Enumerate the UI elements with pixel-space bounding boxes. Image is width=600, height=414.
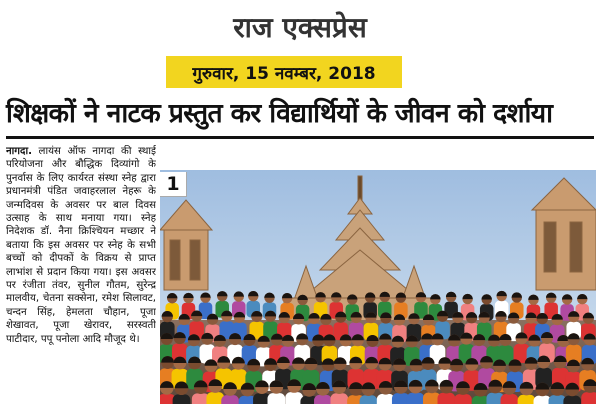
issue-date: गुरुवार, 15 नवम्बर, 2018 — [192, 63, 376, 84]
person-body — [518, 395, 536, 404]
person-body — [563, 396, 581, 404]
person-body — [581, 392, 596, 404]
person-body — [407, 393, 425, 404]
person-body — [454, 394, 472, 404]
newspaper-name: राज एक्सप्रेस — [233, 11, 367, 44]
article-body — [6, 145, 156, 407]
person-body — [173, 394, 191, 404]
headline-divider — [6, 136, 594, 139]
person-body — [438, 393, 456, 404]
person-body — [501, 394, 519, 404]
person-body — [267, 393, 285, 404]
article-headline: शिक्षकों ने नाटक प्रस्तुत कर विद्यार्थियों के जीवन को दर्शाया — [6, 98, 553, 129]
person-body — [330, 393, 348, 404]
photo-number: 1 — [160, 172, 187, 197]
person-body — [285, 392, 303, 404]
event-photo — [160, 170, 596, 404]
person-body — [314, 395, 332, 404]
date-banner — [166, 56, 402, 88]
person-body — [360, 395, 378, 404]
article-body-text: लायंस ऑफ नागदा की स्थाई परियोजना और बौद्धिक दिव्यांगो के पुनर्वास के लिए कार्यरत संस्था स्नेह द्वारा प्रधानमंत्री पंडित जवाहरलाल नेहरू के जन्मदिवस के अवसर पर बाल दिवस उत्साह के साथ मनाया गया। स्नेह निदेशक डॉ. नैना क्रिश्चियन मच्छार ने बताया कि इस अवसर पर स्नेह के सभी बच्चों को दीपकों के विक्रय से प्राप्त लाभांश से प्रदान किया गया। इस अवसर पर रंजीता तंवर, सुनील गौतम, सुरेन्द्र मालवीय, चेतना सक्सेना, रमेश सिलावट, चन्दन सिंह, हेमलता चौहान, पूजा शेखावत, पूजा खेरावर, सरस्वती पाटीदार, पपू पनोला आदि मौजूद थे। — [6, 146, 156, 345]
person-body — [221, 395, 239, 404]
group-photo-illustration — [160, 170, 596, 404]
person-body — [377, 394, 395, 404]
article-dateline: नागदा. — [6, 146, 32, 157]
